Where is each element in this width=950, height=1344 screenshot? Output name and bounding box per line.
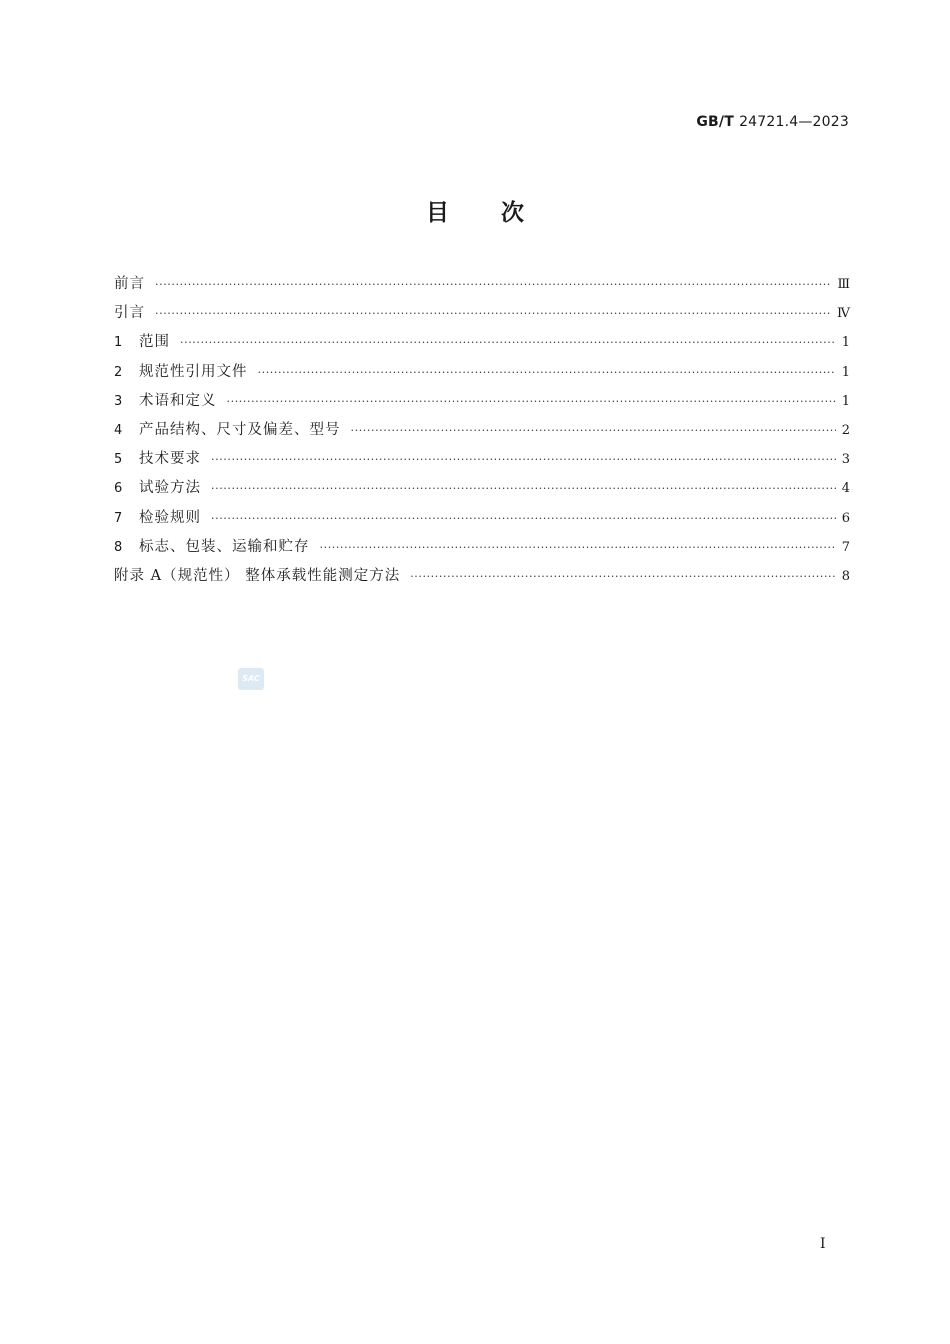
table-of-contents [114, 273, 850, 594]
toc-entry-page: 1 [841, 364, 850, 380]
toc-entry[interactable] [114, 565, 850, 594]
toc-entry[interactable] [114, 477, 850, 506]
toc-leader-dots [211, 508, 836, 530]
sac-watermark-logo: SAC [238, 668, 264, 690]
toc-leader-dots [351, 420, 836, 442]
toc-entry-page: 2 [841, 422, 850, 438]
toc-entry-page: 7 [841, 539, 850, 555]
toc-entry-title: 附录 A（规范性） 整体承载性能测定方法 [114, 567, 401, 584]
toc-entry-page: Ⅲ [837, 277, 850, 292]
toc-entry-number: 8 [114, 539, 123, 555]
toc-entry[interactable] [114, 273, 850, 302]
toc-entry[interactable] [114, 390, 850, 419]
standard-code [696, 114, 849, 130]
toc-leader-dots [258, 362, 836, 384]
toc-entry-number: 1 [114, 335, 123, 351]
toc-entry[interactable] [114, 331, 850, 360]
toc-leader-dots [410, 566, 836, 588]
toc-entry-page: 3 [841, 452, 850, 468]
toc-entry-title: 产品结构、尺寸及偏差、型号 [139, 421, 341, 438]
toc-entry-title: 术语和定义 [139, 392, 217, 409]
toc-entry-title: 引言 [114, 305, 145, 322]
toc-entry[interactable] [114, 507, 850, 536]
toc-entry[interactable] [114, 419, 850, 448]
toc-entry-page: 4 [841, 481, 850, 497]
toc-entry[interactable] [114, 361, 850, 390]
toc-entry-title: 前言 [114, 276, 145, 292]
toc-entry-page: 1 [841, 393, 850, 409]
toc-entry-number: 7 [114, 510, 123, 526]
toc-entry-number: 4 [114, 422, 123, 438]
toc-entry-page: 6 [841, 510, 850, 526]
toc-entry-title: 检验规则 [139, 509, 201, 526]
toc-entry-page: Ⅳ [837, 306, 850, 322]
toc-entry[interactable] [114, 448, 850, 477]
toc-entry[interactable] [114, 302, 850, 331]
toc-leader-dots [155, 303, 831, 325]
toc-entry-number: 5 [114, 452, 123, 468]
toc-leader-dots [180, 332, 836, 354]
toc-leader-dots [211, 478, 836, 500]
toc-leader-dots [227, 391, 836, 413]
toc-entry-page: 1 [841, 335, 850, 351]
standard-number: 24721.4—2023 [739, 114, 849, 130]
toc-leader-dots [211, 449, 836, 471]
toc-entry[interactable] [114, 536, 850, 565]
standard-prefix: GB/T [696, 114, 734, 130]
toc-entry-number: 2 [114, 364, 123, 380]
toc-entry-title: 范围 [139, 334, 170, 351]
toc-entry-title: 标志、包装、运输和贮存 [139, 538, 310, 555]
toc-entry-title: 技术要求 [139, 451, 201, 468]
toc-entry-number: 6 [114, 481, 123, 497]
toc-entry-title: 规范性引用文件 [139, 363, 248, 380]
toc-leader-dots [155, 274, 831, 296]
toc-entry-page: 8 [841, 568, 850, 584]
toc-leader-dots [320, 537, 836, 559]
page-number: I [820, 1236, 826, 1252]
toc-entry-title: 试验方法 [139, 480, 201, 497]
toc-entry-number: 3 [114, 393, 123, 409]
page-title: 目次 [426, 200, 576, 226]
